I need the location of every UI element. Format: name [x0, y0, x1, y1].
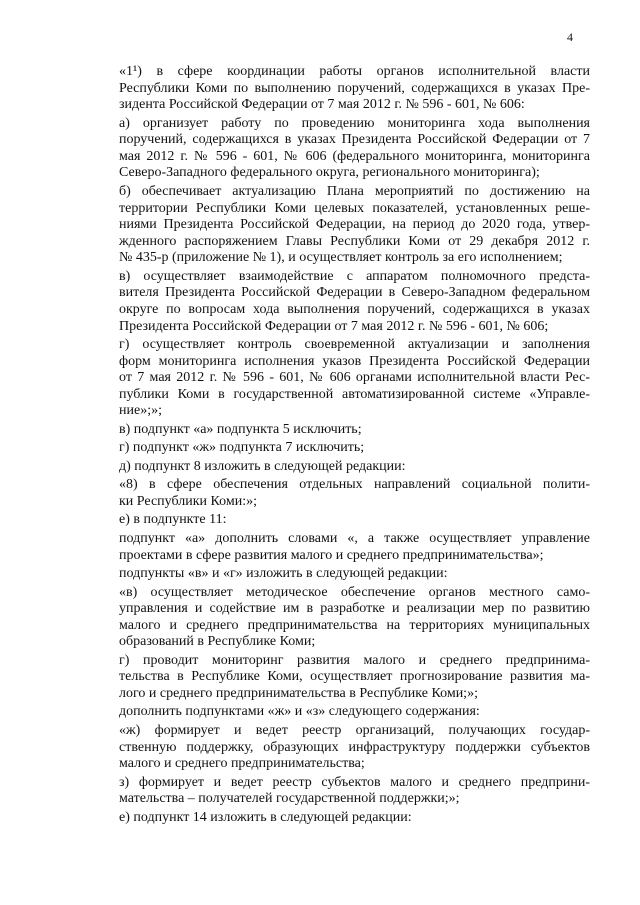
paragraph [84, 531, 590, 564]
text-line: малого и среднего предпринимательства на территориях муниципальных [119, 617, 590, 633]
text-line: е) подпункт 14 изложить в следующей редакции: [119, 809, 412, 825]
text-line: в) осуществляет взаимодействие с аппаратом полномочного предста- [119, 268, 590, 284]
paragraph [84, 810, 590, 827]
text-line: б) обеспечивает актуализацию Плана мероприятий по достижению на [119, 183, 590, 199]
paragraph [84, 269, 590, 335]
text-line: подпункты «в» и «г» изложить в следующей редакции: [119, 566, 448, 582]
text-line: ниями Президента Российской Федерации, на период до 2020 года, утвер- [119, 217, 590, 233]
paragraph [84, 566, 590, 583]
document-body [84, 64, 590, 828]
text-line: № 435-р (приложение № 1), и осуществляет контроль за его исполнением; [119, 250, 563, 266]
paragraph [84, 116, 590, 182]
text-line: подпункт «а» дополнить словами «, а также осуществляет управление [119, 530, 590, 546]
text-line: Президента Российской Федерации от 7 мая 2012 г. № 596 - 601, № 606; [119, 318, 549, 334]
text-line: форм мониторинга исполнения указов Президента Российской Федерации [119, 353, 590, 369]
paragraph [84, 440, 590, 457]
text-line: ственную поддержку, образующих инфраструктуру поддержки субъектов [119, 739, 590, 755]
page-number: 4 [567, 30, 573, 44]
text-line: а) организует работу по проведению мониторинга хода выполнения [119, 115, 590, 131]
text-line: публики Коми в государственной автоматизированной системе «Управле- [119, 386, 590, 402]
text-line: зидента Российской Федерации от 7 мая 2012 г. № 596 - 601, № 606: [119, 97, 525, 113]
text-line: Республики Коми по выполнению поручений, содержащихся в указах Пре- [119, 80, 590, 96]
text-line: в) подпункт «а» подпункта 5 исключить; [119, 421, 362, 437]
text-line: г) осуществляет контроль своевременной актуализации и заполнения [119, 337, 590, 353]
text-line: «в) осуществляет методическое обеспечение органов местного само- [119, 584, 590, 600]
text-line: «1¹) в сфере координации работы органов исполнительной власти [119, 64, 590, 79]
paragraph [84, 337, 590, 420]
text-line: д) подпункт 8 изложить в следующей редакции: [119, 458, 406, 474]
text-line: е) в подпункте 11: [119, 512, 227, 528]
text-line: з) формирует и ведет реестр субъектов малого и среднего предприни- [119, 774, 590, 790]
text-line: проектами в сфере развития малого и среднего предпринимательства»; [119, 547, 544, 563]
text-line: поручений, содержащихся в указах Президента Российской Федерации от 7 [119, 132, 590, 148]
paragraph [84, 704, 590, 721]
paragraph [84, 477, 590, 510]
paragraph [84, 184, 590, 267]
paragraph [84, 512, 590, 529]
text-line: ки Республики Коми:»; [119, 493, 258, 509]
text-line: г) проводит мониторинг развития малого и среднего предпринима- [119, 652, 590, 668]
text-line: округе по вопросам хода выполнения поручений, содержащихся в указах [119, 301, 590, 317]
text-line: Северо-Западного федерального округа, регионального мониторинга); [119, 165, 540, 181]
text-line: жденного распоряжением Главы Республики Коми от 29 декабря 2012 г. [119, 233, 590, 249]
text-line: от 7 мая 2012 г. № 596 - 601, № 606 органами исполнительной власти Рес- [119, 370, 590, 386]
text-line: дополнить подпунктами «ж» и «з» следующего содержания: [119, 704, 480, 720]
text-line: мательства – получателей государственной поддержки;»; [119, 791, 460, 807]
text-line: г) подпункт «ж» подпункта 7 исключить; [119, 440, 365, 456]
text-line: тельства в Республике Коми, осуществляет прогнозирование развития ма- [119, 669, 590, 685]
text-line: ние»;»; [119, 403, 162, 419]
text-line: территории Республики Коми целевых показателей, установленных реше- [119, 200, 590, 216]
text-line: управления и содействие им в разработке и реализации мер по развитию [119, 601, 590, 617]
paragraph [84, 775, 590, 808]
paragraph [84, 422, 590, 439]
paragraph [84, 653, 590, 703]
text-line: лого и среднего предпринимательства в Республике Коми;»; [119, 685, 478, 701]
text-line: малого и среднего предпринимательства; [119, 756, 365, 772]
text-line: образований в Республике Коми; [119, 634, 316, 650]
text-line: вителя Президента Российской Федерации в Северо-Западном федеральном [119, 285, 590, 301]
paragraph [84, 585, 590, 651]
text-line: «ж) формирует и ведет реестр организаций, получающих государ- [119, 722, 590, 738]
text-line: мая 2012 г. № 596 - 601, № 606 (федерального мониторинга, мониторинга [119, 148, 590, 164]
paragraph [84, 459, 590, 476]
text-line: «8) в сфере обеспечения отдельных направлений социальной полити- [119, 477, 590, 493]
paragraph [84, 64, 590, 114]
paragraph [84, 723, 590, 773]
